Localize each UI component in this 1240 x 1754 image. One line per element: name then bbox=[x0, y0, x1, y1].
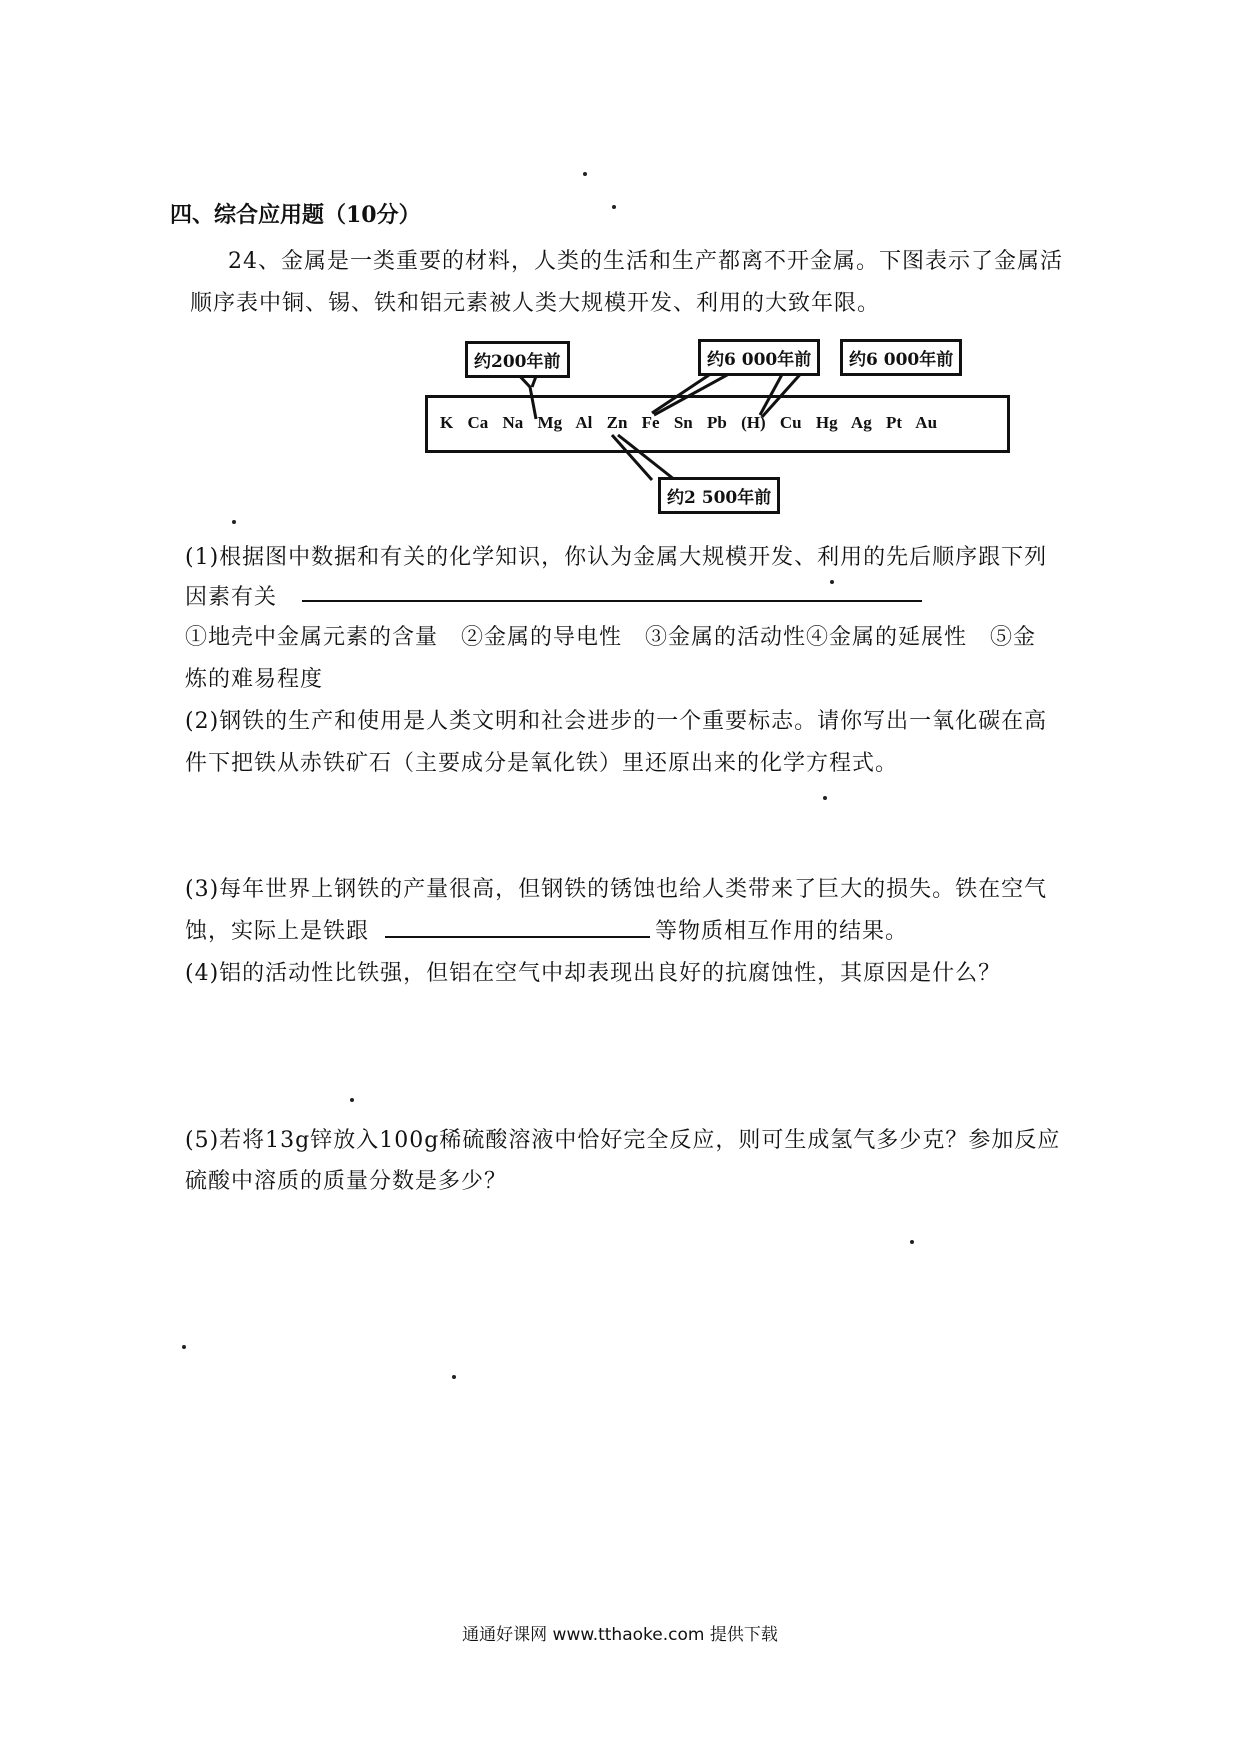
part1-answer-blank[interactable] bbox=[302, 600, 922, 602]
question-intro-line-2: 顺序表中铜、锡、铁和铝元素被人类大规模开发、利用的大致年限。 bbox=[190, 291, 881, 316]
part3-answer-blank[interactable] bbox=[385, 936, 650, 938]
part4-line: (4)铝的活动性比铁强，但铝在空气中却表现出良好的抗腐蚀性，其原因是什么？ bbox=[185, 961, 1002, 986]
scan-speck bbox=[350, 1098, 354, 1102]
footer-credit: 通通好课网 www.tthaoke.com 提供下载 bbox=[462, 1625, 778, 1645]
callout-copper: 约6 000年前 bbox=[840, 339, 962, 376]
options-line-1: ①地壳中金属元素的含量 ②金属的导电性 ③金属的活动性④金属的延展性 ⑤金 bbox=[185, 625, 1037, 650]
activity-series: K Ca Na Mg Al Zn Fe Sn Pb (H) Cu Hg Ag Pt Au bbox=[440, 413, 938, 432]
scan-speck bbox=[232, 520, 236, 524]
scan-speck bbox=[830, 580, 834, 584]
metal-activity-diagram bbox=[420, 335, 1020, 515]
section-title: 四、综合应用题（10分） bbox=[170, 202, 421, 228]
scan-speck bbox=[182, 1345, 186, 1349]
scan-speck bbox=[452, 1375, 456, 1379]
part1-line-2: 因素有关 bbox=[185, 585, 278, 610]
part3-line-1: (3)每年世界上钢铁的产量很高，但钢铁的锈蚀也给人类带来了巨大的损失。铁在空气 bbox=[185, 877, 1048, 902]
scan-speck bbox=[823, 796, 827, 800]
options-line-2: 炼的难易程度 bbox=[185, 667, 324, 692]
callout-iron: 约2 500年前 bbox=[658, 477, 780, 514]
part2-line-2: 件下把铁从赤铁矿石（主要成分是氧化铁）里还原出来的化学方程式。 bbox=[185, 751, 899, 776]
scan-speck bbox=[612, 205, 616, 209]
scan-speck bbox=[583, 172, 587, 176]
part1-line-1: (1)根据图中数据和有关的化学知识，你认为金属大规模开发、利用的先后顺序跟下列 bbox=[185, 545, 1048, 570]
scan-speck bbox=[910, 1240, 914, 1244]
question-intro-line-1: 24、金属是一类重要的材料，人类的生活和生产都离不开金属。下图表示了金属活 bbox=[228, 249, 1063, 274]
part3-line-2b: 等物质相互作用的结果。 bbox=[655, 919, 909, 944]
part3-line-2a: 蚀，实际上是铁跟 bbox=[185, 919, 370, 944]
part2-line-1: (2)钢铁的生产和使用是人类文明和社会进步的一个重要标志。请你写出一氧化碳在高 bbox=[185, 709, 1048, 734]
callout-aluminum: 约200年前 bbox=[465, 341, 570, 378]
part5-line-2: 硫酸中溶质的质量分数是多少？ bbox=[185, 1169, 508, 1194]
part5-line-1: (5)若将13g锌放入100g稀硫酸溶液中恰好完全反应，则可生成氢气多少克？参加反应 bbox=[185, 1128, 1061, 1153]
callout-tin: 约6 000年前 bbox=[698, 339, 820, 376]
